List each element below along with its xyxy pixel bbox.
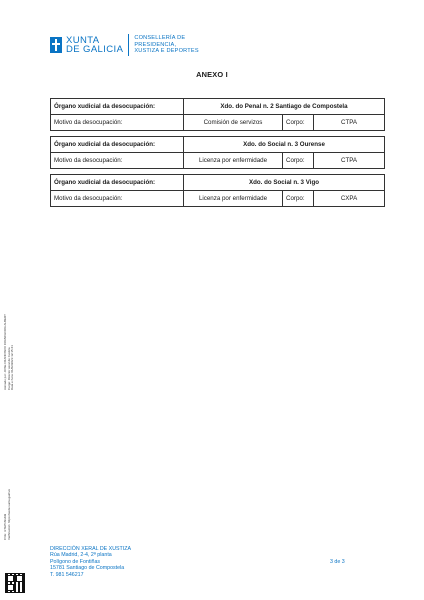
signer-role-line: Cargo: Director xeral de Xustiza — [6, 347, 11, 390]
organ-value: Xdo. do Social n. 3 Vigo — [184, 175, 385, 191]
logo-line-2: DE GALICIA — [66, 44, 124, 55]
logo-divider — [128, 34, 129, 56]
dept-line-3: XUSTIZA E DEPORTES — [134, 48, 199, 55]
footer-address-line-2: Polígono de Fontiñas — [50, 558, 101, 565]
corps-label: Corpo: — [283, 153, 314, 169]
dept-line-2: PRESIDENCIA, — [134, 41, 177, 48]
dept-line-1: CONSELLERÍA DE — [134, 35, 186, 42]
signer-line: Asinado por: JOSE FRANCISCO FRANCHORA ALBERT — [3, 314, 7, 390]
motive-value: Comisión de servizos — [184, 115, 283, 131]
corps-value: CTPA — [314, 115, 385, 131]
footer-address — [50, 546, 131, 578]
vacancy-table-1 — [50, 98, 385, 131]
verification-block — [4, 489, 11, 540]
page-number: 3 de 3 — [330, 559, 345, 565]
footer-org: DIRECCIÓN XERAL DE XUSTIZA — [50, 546, 132, 552]
organ-value: Xdo. do Social n. 3 Ourense — [184, 137, 385, 153]
organ-row — [51, 175, 385, 191]
motive-label: Motivo da desocupación: — [51, 153, 184, 169]
organ-label: Órgano xudicial da desocupación: — [51, 175, 184, 191]
organ-row — [51, 99, 385, 115]
logo-wordmark — [66, 36, 123, 54]
vacancy-table-3 — [50, 174, 385, 207]
logo-line-1: XUNTA — [66, 35, 100, 46]
verification-url-line: Verificación: https://sede.xunta.gal/cve — [6, 488, 11, 540]
corps-label: Corpo: — [283, 115, 314, 131]
footer-address-line-3: 15781 Santiago de Compostela — [50, 565, 125, 572]
footer-address-line-1: Rúa Madrid, 2-4, 2ª planta — [50, 552, 112, 559]
motive-row — [51, 191, 385, 207]
qr-code — [5, 573, 25, 593]
signature-block — [4, 314, 15, 390]
xunta-logo — [50, 34, 199, 56]
motive-label: Motivo da desocupación: — [51, 115, 184, 131]
signature-date-line: Data e hora: 01/02/2023 12:15:41 — [10, 345, 15, 390]
organ-value: Xdo. do Penal n. 2 Santiago de Compostela — [184, 99, 385, 115]
corps-value: CXPA — [314, 191, 385, 207]
motive-value: Licenza por enfermidade — [184, 153, 283, 169]
motive-row — [51, 115, 385, 131]
corps-value: CTPA — [314, 153, 385, 169]
vacancy-table-2 — [50, 136, 385, 169]
organ-label: Órgano xudicial da desocupación: — [51, 99, 184, 115]
cve-line: CVE: rcTEP1f3sKi9 — [3, 513, 7, 540]
department-name — [134, 35, 198, 55]
document-title: ANEXO I — [196, 70, 228, 79]
motive-label: Motivo da desocupación: — [51, 191, 184, 207]
footer-phone: T. 981 546217 — [50, 571, 84, 578]
corps-label: Corpo: — [283, 191, 314, 207]
cross-icon — [50, 37, 62, 53]
motive-value: Licenza por enfermidade — [184, 191, 283, 207]
motive-row — [51, 153, 385, 169]
organ-row — [51, 137, 385, 153]
organ-label: Órgano xudicial da desocupación: — [51, 137, 184, 153]
